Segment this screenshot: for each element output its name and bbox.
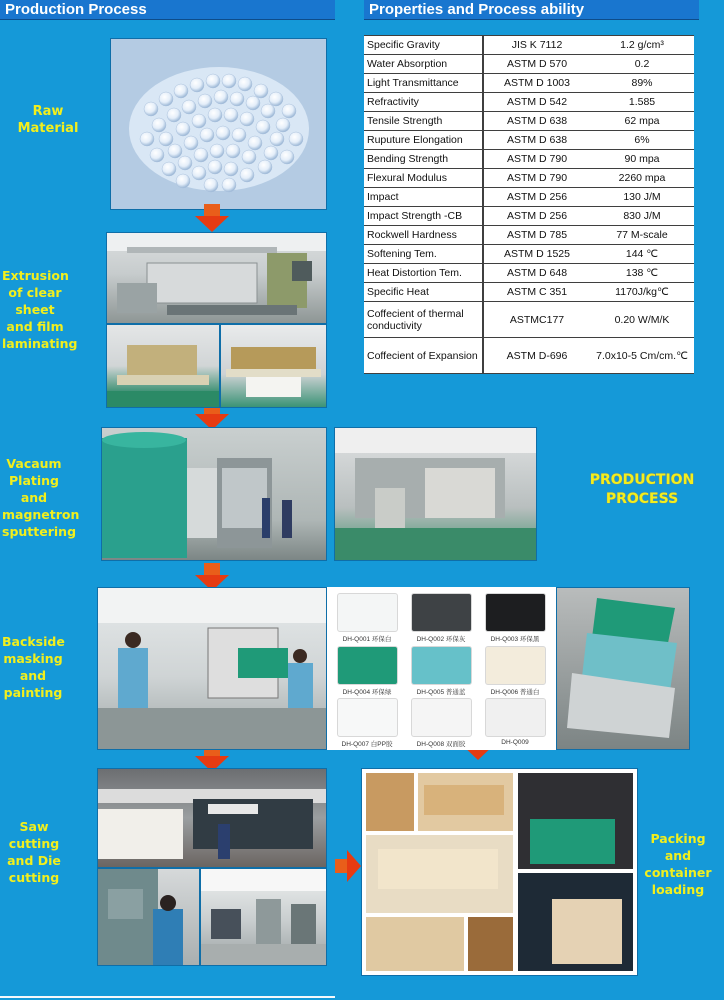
property-value: 62 mpa xyxy=(590,112,694,131)
property-method: ASTM D 638 xyxy=(483,131,590,150)
swatch-label: DH-Q009 xyxy=(501,739,529,746)
property-name: Coffecient of thermal conductivity xyxy=(364,302,483,338)
property-value: 77 M-scale xyxy=(590,226,694,245)
property-method: ASTM D 648 xyxy=(483,264,590,283)
property-name: Refractivity xyxy=(364,93,483,112)
color-swatch xyxy=(337,593,398,632)
production-process-header: Production Process xyxy=(0,0,335,20)
color-swatch xyxy=(337,698,398,737)
die-cutting-workshop-photo xyxy=(200,868,327,966)
step-label-packing: Packing and container loading xyxy=(644,831,712,897)
raw-material-pellets-photo xyxy=(110,38,327,210)
color-swatch xyxy=(485,646,546,685)
property-row xyxy=(364,150,694,169)
property-row xyxy=(364,338,694,374)
die-cutting-press-photo xyxy=(97,868,200,966)
production-process-title: PRODUCTION PROCESS xyxy=(589,472,695,507)
property-method: ASTM D 785 xyxy=(483,226,590,245)
property-row xyxy=(364,226,694,245)
color-swatch xyxy=(485,593,546,632)
swatch-label: DH-Q008 双面胶 xyxy=(416,741,466,748)
property-method: ASTM C 351 xyxy=(483,283,590,302)
property-method: ASTM D 790 xyxy=(483,169,590,188)
property-name: Impact xyxy=(364,188,483,207)
property-name: Rockwell Hardness xyxy=(364,226,483,245)
property-row xyxy=(364,245,694,264)
color-swatch-panel xyxy=(327,587,556,750)
property-method: ASTM D-696 xyxy=(483,338,590,374)
step-label-backside-painting: Backside masking and painting xyxy=(2,634,65,700)
property-row xyxy=(364,169,694,188)
swatch-label: DH-Q007 白PP胶 xyxy=(341,741,393,748)
bottom-divider xyxy=(0,996,335,998)
property-name: Coffecient of Expansion xyxy=(364,338,483,374)
property-row xyxy=(364,264,694,283)
property-name: Specific Heat xyxy=(364,283,483,302)
property-row xyxy=(364,55,694,74)
property-method: ASTM D 1525 xyxy=(483,245,590,264)
property-value: 138 ℃ xyxy=(590,264,694,283)
property-name: Flexural Modulus xyxy=(364,169,483,188)
property-value: 1170J/kg℃ xyxy=(590,283,694,302)
properties-header: Properties and Process ability xyxy=(364,0,699,20)
property-name: Water Absorption xyxy=(364,55,483,74)
property-method: ASTM D 1003 xyxy=(483,74,590,93)
property-row xyxy=(364,112,694,131)
property-value: 1.2 g/cm³ xyxy=(590,36,694,55)
property-value: 1.585 xyxy=(590,93,694,112)
property-value: 90 mpa xyxy=(590,150,694,169)
swatch-label: DH-Q005 普通蓝 xyxy=(416,689,466,696)
magnetron-sputtering-photo xyxy=(334,427,537,561)
property-method: ASTM D 570 xyxy=(483,55,590,74)
property-method: ASTM D 790 xyxy=(483,150,590,169)
property-value: 2260 mpa xyxy=(590,169,694,188)
swatch-label: DH-Q002 环保灰 xyxy=(416,636,466,643)
step-label-raw-material: Raw Material xyxy=(17,104,79,136)
property-method: ASTM D 256 xyxy=(483,207,590,226)
property-row xyxy=(364,188,694,207)
laminating-line-photo xyxy=(106,324,220,408)
color-swatch xyxy=(411,593,472,632)
property-row xyxy=(364,207,694,226)
property-name: Softening Tem. xyxy=(364,245,483,264)
property-method: JIS K 7112 xyxy=(483,36,590,55)
step-label-vacuum-plating: Vacaum Plating and magnetron sputtering xyxy=(2,456,80,539)
color-swatch xyxy=(411,646,472,685)
packing-container-panel xyxy=(361,768,638,976)
property-row xyxy=(364,131,694,150)
property-row xyxy=(364,74,694,93)
property-row xyxy=(364,302,694,338)
property-row xyxy=(364,36,694,55)
property-name: Heat Distortion Tem. xyxy=(364,264,483,283)
swatch-label: DH-Q006 普通白 xyxy=(490,689,540,696)
properties-table xyxy=(364,35,694,374)
color-swatch xyxy=(411,698,472,737)
property-value: 144 ℃ xyxy=(590,245,694,264)
swatch-label: DH-Q004 环保绿 xyxy=(342,689,392,696)
film-laminating-photo xyxy=(220,324,327,408)
color-swatch xyxy=(337,646,398,685)
property-method: ASTM D 256 xyxy=(483,188,590,207)
property-value: 89% xyxy=(590,74,694,93)
property-method: ASTMC177 xyxy=(483,302,590,338)
property-row xyxy=(364,283,694,302)
swatch-label: DH-Q001 环保白 xyxy=(342,636,392,643)
property-method: ASTM D 638 xyxy=(483,112,590,131)
extrusion-line-photo xyxy=(106,232,327,324)
swatch-label: DH-Q003 环保黑 xyxy=(490,636,540,643)
property-value: 0.2 xyxy=(590,55,694,74)
property-value: 7.0x10-5 Cm/cm.℃ xyxy=(590,338,694,374)
property-method: ASTM D 542 xyxy=(483,93,590,112)
painted-sheets-photo xyxy=(556,587,690,750)
step-label-extrusion: Extrusion of clear sheet and film laminating xyxy=(2,268,78,351)
property-value: 130 J/M xyxy=(590,188,694,207)
property-name: Tensile Strength xyxy=(364,112,483,131)
property-value: 0.20 W/M/K xyxy=(590,302,694,338)
property-name: Light Transmittance xyxy=(364,74,483,93)
property-value: 830 J/M xyxy=(590,207,694,226)
saw-cutting-photo xyxy=(97,768,327,868)
property-value: 6% xyxy=(590,131,694,150)
step-label-cutting: Saw cutting and Die cutting xyxy=(7,819,61,885)
vacuum-plating-machine-photo xyxy=(101,427,327,561)
property-name: Ruputure Elongation xyxy=(364,131,483,150)
arrow-right-icon xyxy=(335,850,361,882)
property-name: Bending Strength xyxy=(364,150,483,169)
property-name: Impact Strength -CB xyxy=(364,207,483,226)
property-row xyxy=(364,93,694,112)
color-swatch xyxy=(485,698,546,737)
property-name: Specific Gravity xyxy=(364,36,483,55)
painting-line-photo xyxy=(97,587,327,750)
